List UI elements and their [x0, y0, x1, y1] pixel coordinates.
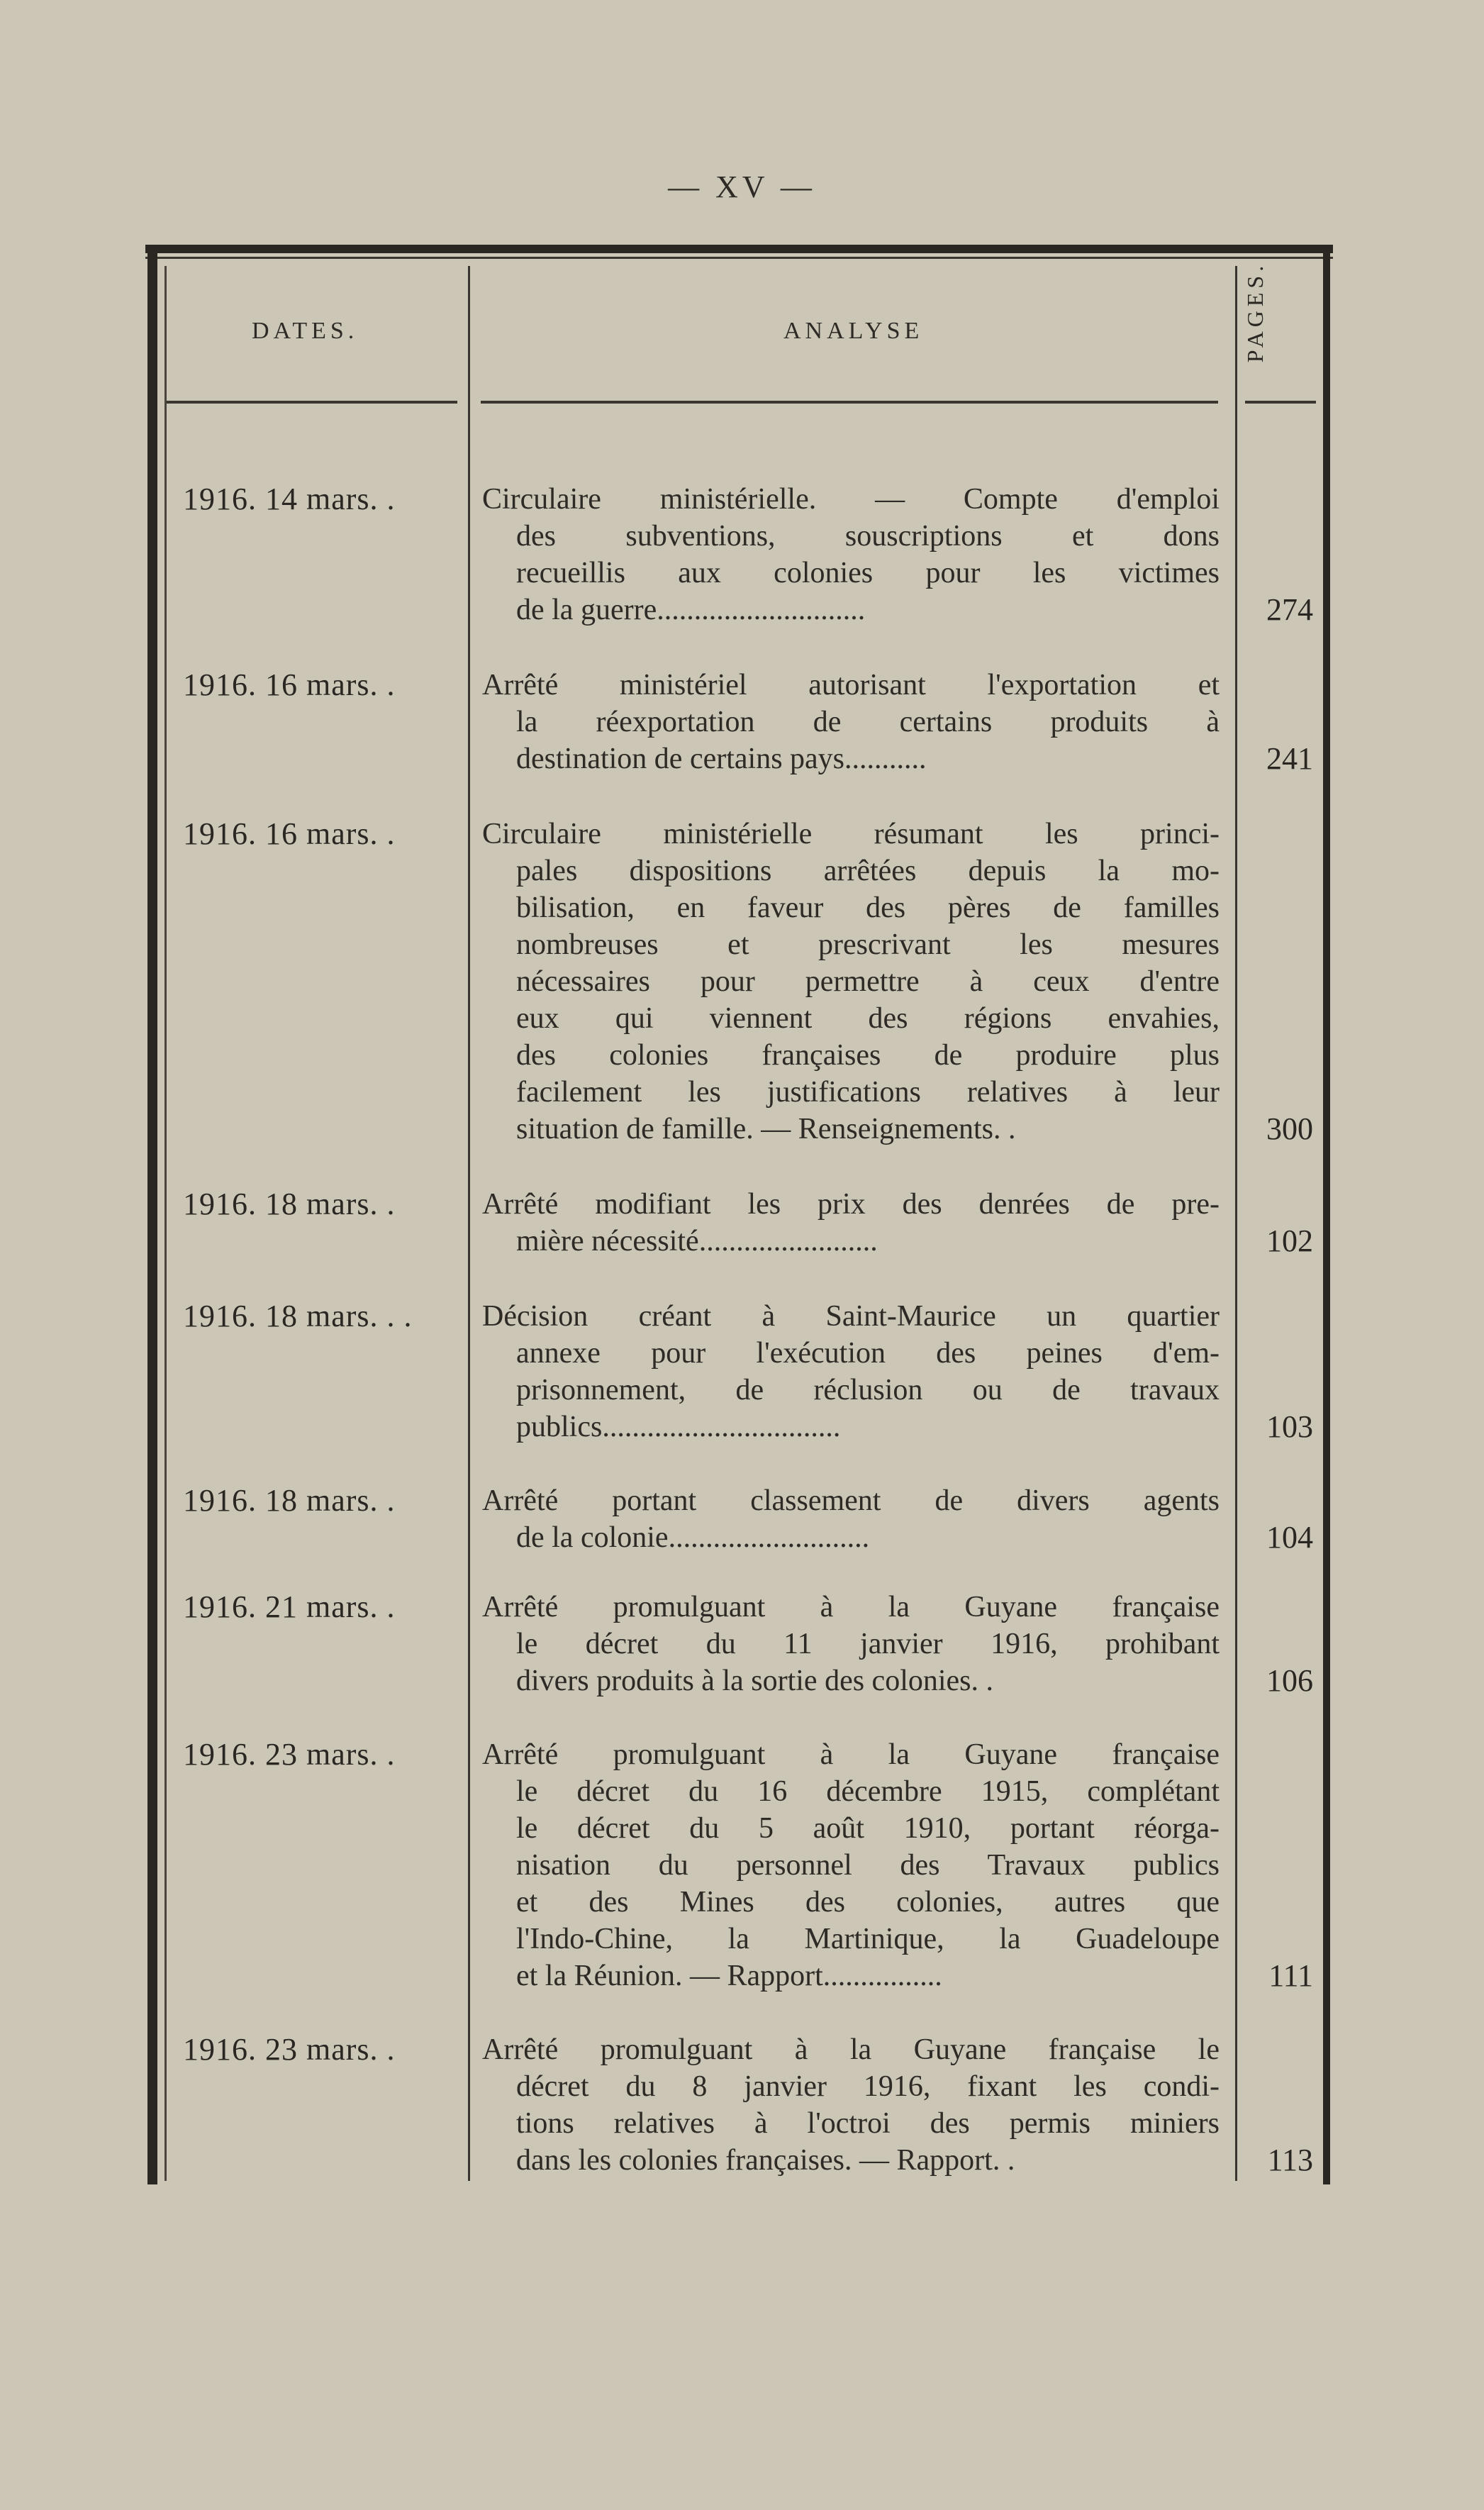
entry-line: Circulaire ministérielle résumant les princi-	[482, 818, 1220, 850]
column-divider-pages	[1235, 266, 1237, 2181]
entry-page: 104	[1266, 1520, 1313, 1555]
entry-line: divers produits à la sortie des colonies. .	[516, 1665, 994, 1697]
entry-line: des colonies françaises de produire plus	[516, 1039, 1220, 1072]
entry-analysis	[482, 1589, 1220, 1699]
entry-date: 1916. 23 mars. .	[183, 2032, 396, 2067]
entry-line: Décision créant à Saint-Maurice un quartier	[482, 1300, 1220, 1333]
entry-line: Arrêté ministériel autorisant l'exportation et	[482, 669, 1220, 701]
entry-page: 102	[1266, 1223, 1313, 1258]
entry-page: 274	[1266, 592, 1313, 627]
entry-line: bilisation, en faveur des pères de familles	[516, 892, 1220, 924]
entry-analysis	[482, 1482, 1220, 1556]
entry-line: recueillis aux colonies pour les victimes	[516, 557, 1220, 589]
entry-line: l'Indo-Chine, la Martinique, la Guadeloupe	[516, 1923, 1220, 1955]
entry-analysis	[482, 667, 1220, 777]
entry-page: 103	[1266, 1409, 1313, 1444]
entry-line: le décret du 5 août 1910, portant réorga-	[516, 1812, 1220, 1845]
entry-line: annexe pour l'exécution des peines d'em-	[516, 1337, 1220, 1370]
entry-line: Arrêté promulguant à la Guyane française	[482, 1738, 1220, 1771]
entry-line: nisation du personnel des Travaux publics	[516, 1849, 1220, 1882]
entry-line: le décret du 16 décembre 1915, complétant	[516, 1775, 1220, 1808]
entry-line: nécessaires pour permettre à ceux d'entre	[516, 965, 1220, 998]
entry-analysis	[482, 1186, 1220, 1260]
entry-line: et la Réunion. — Rapport................	[516, 1960, 942, 1992]
column-header-pages: PAGES.	[1242, 261, 1268, 363]
entry-date: 1916. 18 mars. . .	[183, 1299, 413, 1333]
column-divider-dates	[468, 266, 470, 2181]
column-header-analyse: ANALYSE	[783, 318, 924, 344]
entry-line: Arrêté modifiant les prix des denrées de pre-	[482, 1188, 1220, 1221]
page-number: — XV —	[668, 170, 816, 204]
table-left-inner-border	[164, 266, 167, 2181]
entry-analysis	[482, 1736, 1220, 1994]
entry-line: publics................................	[516, 1411, 841, 1443]
entry-line: Arrêté promulguant à la Guyane française le	[482, 2033, 1220, 2066]
entry-line: Circulaire ministérielle. — Compte d'emploi	[482, 483, 1220, 516]
entry-line: eux qui viennent des régions envahies,	[516, 1002, 1220, 1035]
entry-page: 106	[1266, 1663, 1313, 1698]
entry-analysis	[482, 816, 1220, 1148]
entry-line: dans les colonies françaises. — Rapport. .	[516, 2144, 1015, 2177]
entry-page: 111	[1268, 1958, 1313, 1993]
entry-line: Arrêté portant classement de divers agents	[482, 1484, 1220, 1517]
entry-analysis	[482, 481, 1220, 628]
entry-line: situation de famille. — Renseignements. .	[516, 1113, 1016, 1145]
entry-line: mière nécessité........................	[516, 1225, 878, 1257]
entry-line: et des Mines des colonies, autres que	[516, 1886, 1220, 1918]
entry-date: 1916. 14 mars. .	[183, 482, 396, 516]
header-rule-analyse	[481, 401, 1218, 404]
entry-line: de la guerre............................	[516, 594, 866, 626]
entry-line: Arrêté promulguant à la Guyane française	[482, 1591, 1220, 1623]
entry-line: pales dispositions arrêtées depuis la mo-	[516, 855, 1220, 887]
header-rule-pages	[1245, 401, 1316, 404]
entry-analysis	[482, 2031, 1220, 2179]
entry-page: 113	[1267, 2143, 1313, 2177]
entry-date: 1916. 16 mars. .	[183, 667, 396, 702]
entry-page: 300	[1266, 1111, 1313, 1146]
table-right-border	[1323, 245, 1330, 2184]
entry-date: 1916. 21 mars. .	[183, 1589, 396, 1624]
entry-date: 1916. 23 mars. .	[183, 1737, 396, 1772]
entry-date: 1916. 16 mars. .	[183, 816, 396, 851]
entry-analysis	[482, 1298, 1220, 1445]
table-left-border	[147, 245, 157, 2184]
entry-line: décret du 8 janvier 1916, fixant les condi-	[516, 2070, 1220, 2103]
entry-line: nombreuses et prescrivant les mesures	[516, 928, 1220, 961]
entry-date: 1916. 18 mars. .	[183, 1187, 396, 1221]
table-top-rule	[145, 245, 1333, 253]
entry-line: la réexportation de certains produits à	[516, 706, 1220, 738]
entry-line: tions relatives à l'octroi des permis miniers	[516, 2107, 1220, 2140]
column-header-dates: DATES.	[252, 318, 359, 344]
entry-line: de la colonie...........................	[516, 1521, 870, 1554]
entry-page: 241	[1266, 741, 1313, 776]
table-top-rule-thin	[145, 257, 1333, 259]
entry-line: destination de certains pays...........	[516, 743, 927, 775]
entry-line: facilement les justifications relatives à leur	[516, 1076, 1220, 1109]
entry-line: le décret du 11 janvier 1916, prohibant	[516, 1628, 1220, 1660]
entry-line: des subventions, souscriptions et dons	[516, 520, 1220, 552]
header-rule-dates	[167, 401, 457, 404]
entry-date: 1916. 18 mars. .	[183, 1483, 396, 1518]
entry-line: prisonnement, de réclusion ou de travaux	[516, 1374, 1220, 1406]
